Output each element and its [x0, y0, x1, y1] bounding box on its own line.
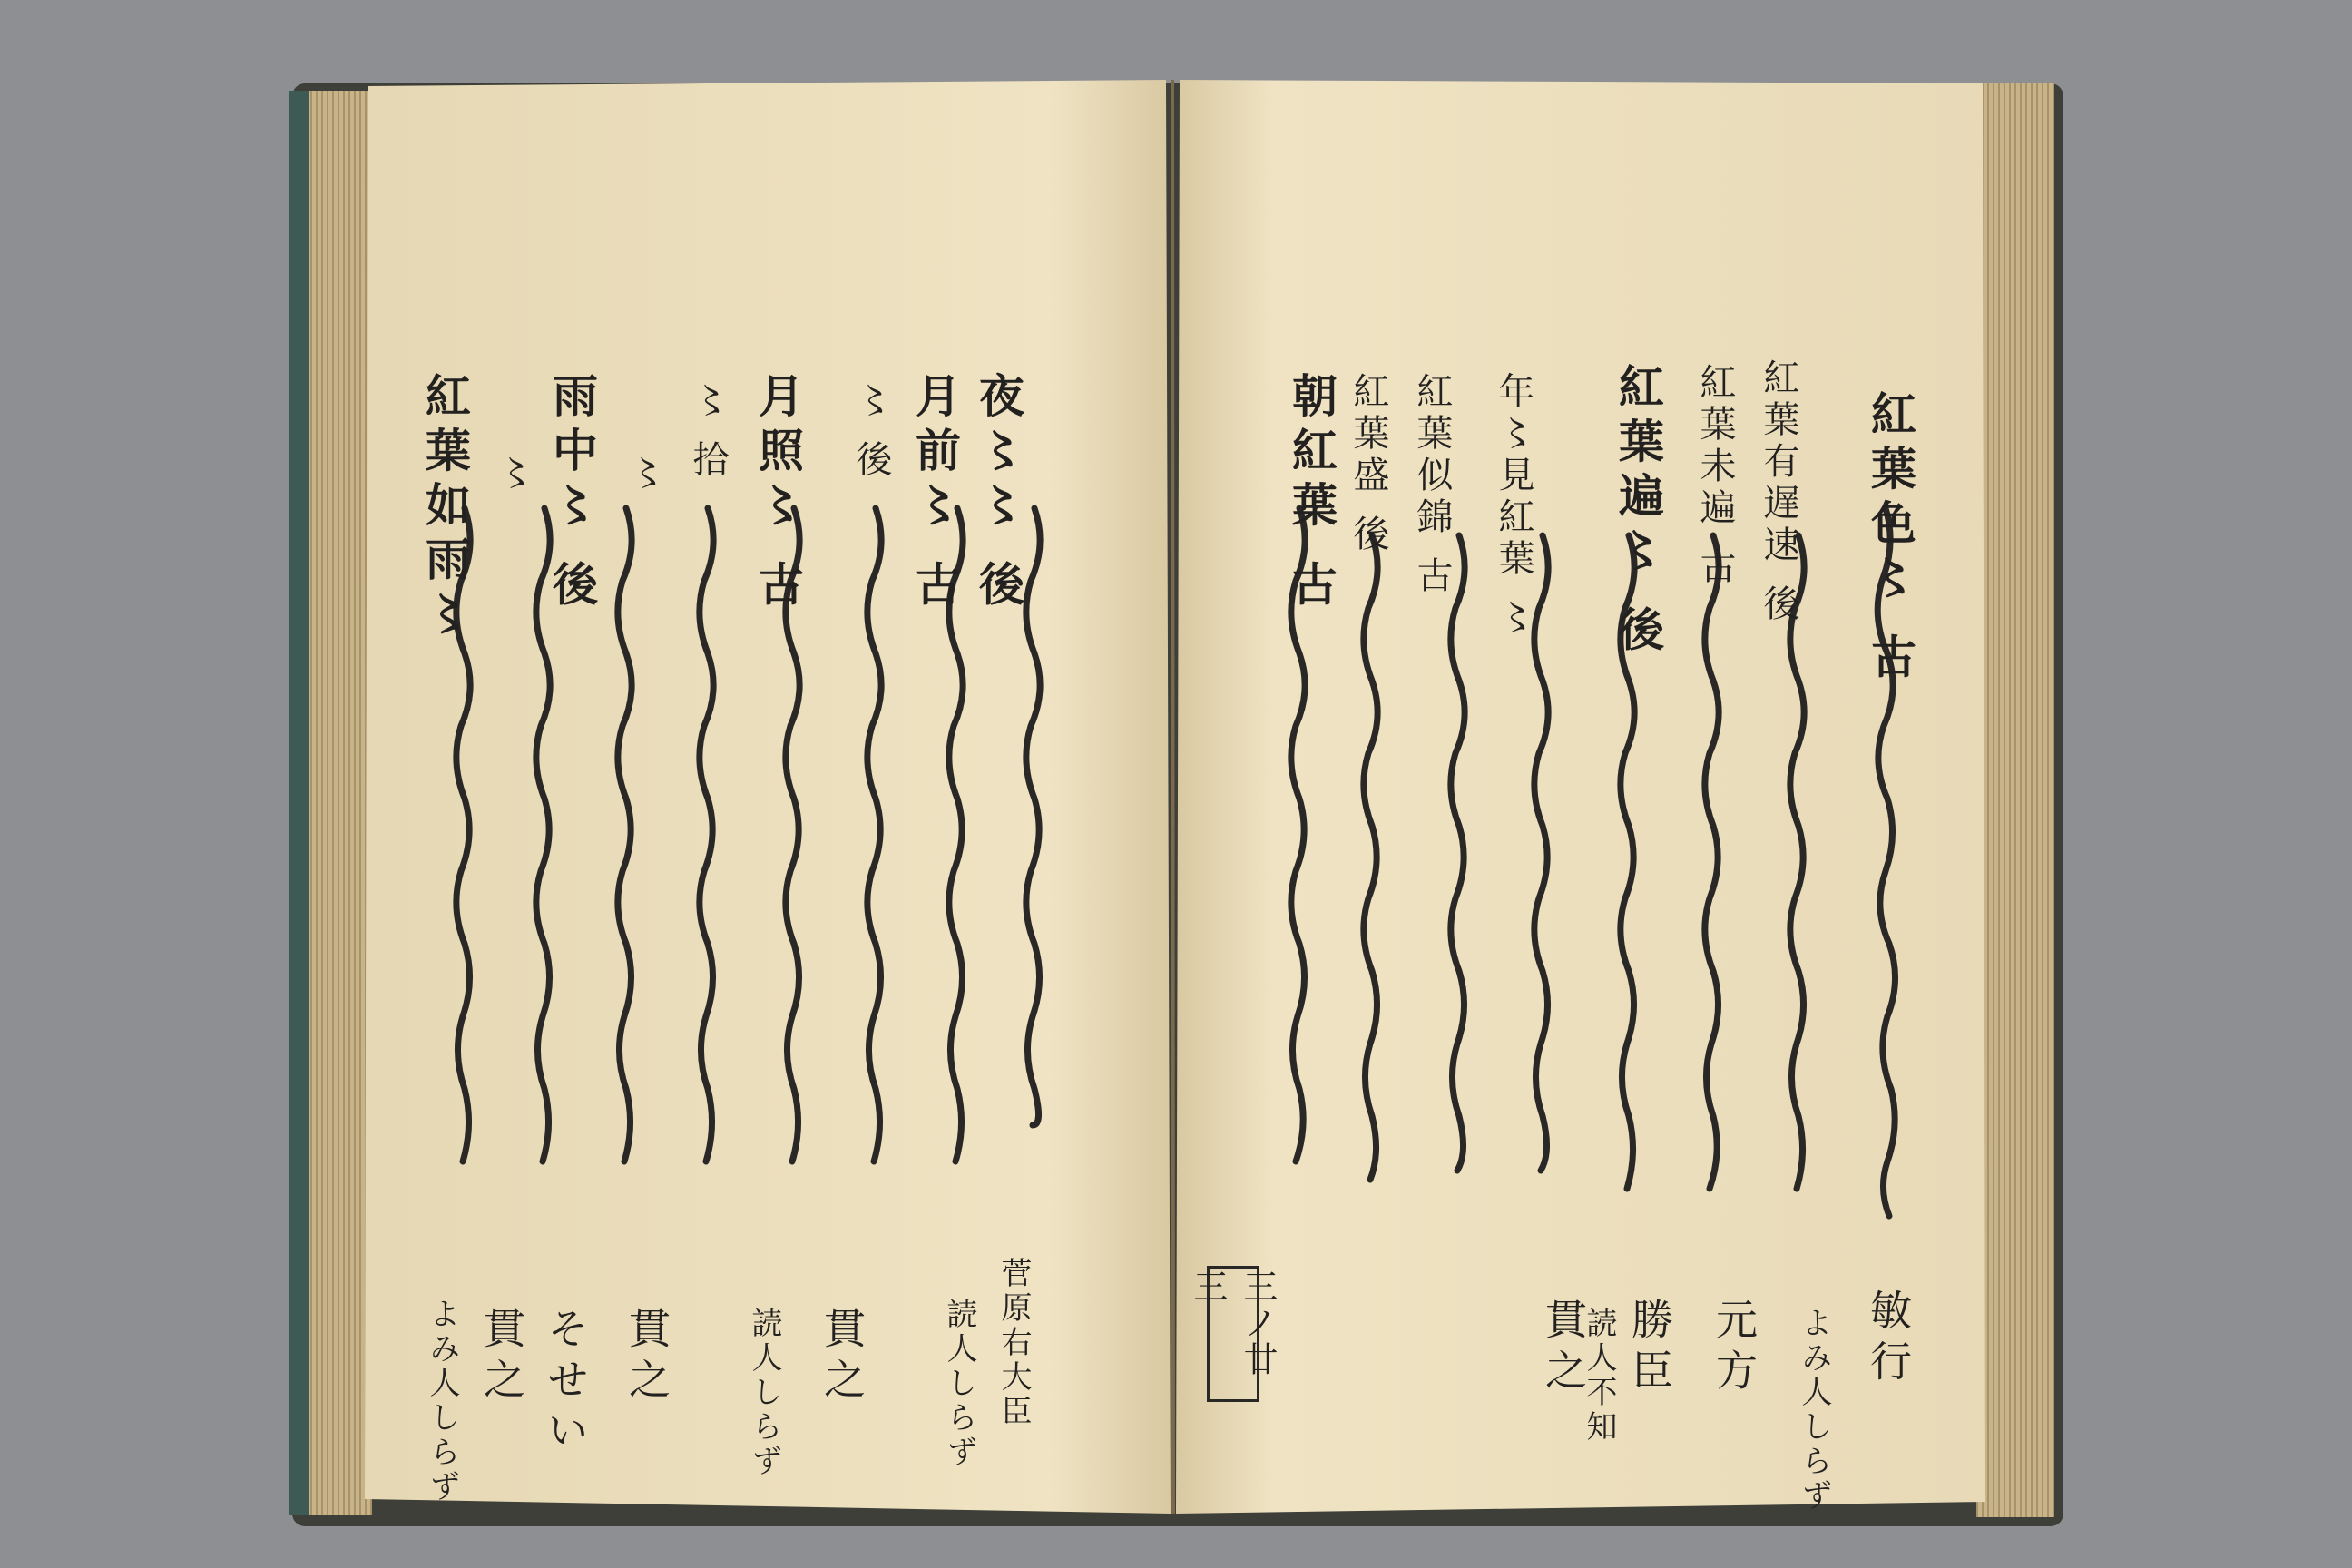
poet-name: 敏行: [1864, 1289, 1913, 1390]
folio-number: [1188, 1266, 1278, 1402]
attribution: よみ人しらず: [424, 1298, 460, 1504]
entry-heading: 紅葉未遍 古: [1694, 363, 1736, 589]
poet-name: 貫之: [1539, 1298, 1588, 1399]
poet-name: 元方: [1710, 1298, 1759, 1399]
entry-heading: 〻: [492, 454, 534, 490]
entry-heading: 月前〻 古: [908, 372, 962, 615]
entry-heading: 紅葉如雨〻: [418, 372, 472, 644]
entry-heading: 〻 後: [850, 381, 892, 482]
poet-name: 貫之: [818, 1307, 867, 1408]
attribution: 読人不知: [1581, 1307, 1617, 1445]
poet-name: 勝臣: [1625, 1298, 1674, 1399]
entry-heading: 年〻見紅葉 〻: [1493, 372, 1534, 640]
gutter: [1172, 80, 1173, 1514]
entry-heading: 紅葉盛 後: [1348, 372, 1389, 556]
entry-heading: 紅葉似錦 古: [1411, 372, 1453, 598]
poet-name: 菅原右大臣: [995, 1257, 1032, 1429]
entry-heading: 〻 拾: [687, 381, 729, 482]
entry-heading: 〻: [623, 454, 665, 490]
entry-heading: 夜〻〻 後: [972, 372, 1025, 615]
poet-name: 貫之: [622, 1307, 671, 1408]
entry-heading: 紅葉色〻 古: [1864, 390, 1917, 688]
entry-heading: 月照〻 古: [751, 372, 805, 615]
attribution: 読人しらず: [941, 1298, 977, 1470]
entry-heading: 朝紅葉 古: [1285, 372, 1338, 615]
entry-heading: 紅葉有遅速 後: [1758, 358, 1799, 626]
left-page: [365, 80, 1171, 1514]
poet-name: 貫之: [477, 1307, 526, 1408]
entry-heading: 紅葉遍〻 後: [1612, 363, 1665, 661]
attribution: よみ人しらず: [1796, 1307, 1832, 1514]
right-fore-edge: [1976, 83, 2054, 1517]
entry-heading: 雨中〻 後: [545, 372, 599, 615]
left-fore-edge: [309, 91, 372, 1515]
folio-label: 三ノ廿三: [1188, 1269, 1278, 1377]
poet-name: そせい: [541, 1307, 590, 1459]
attribution: 読人しらず: [746, 1307, 782, 1479]
